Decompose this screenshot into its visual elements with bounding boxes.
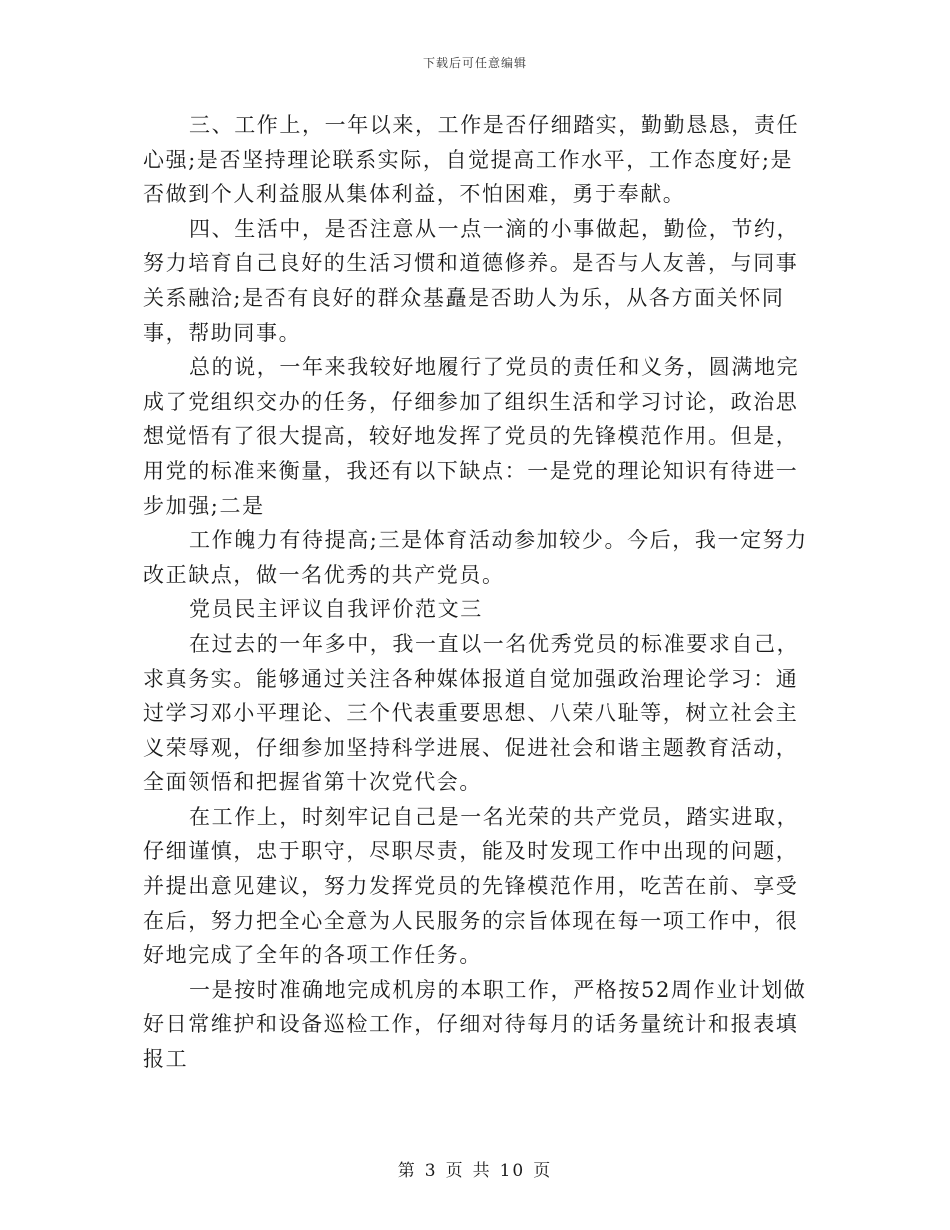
footer-total-prefix: 共	[472, 1161, 492, 1181]
footer-page-label: 页	[445, 1161, 465, 1181]
paragraph-past-year: 在过去的一年多中，我一直以一名优秀党员的标准要求自己，求真务实。能够通过关注各种媒体报道自觉加强政治理论学习：通过学习邓小平理论、三个代表重要思想、八荣八耻等，树立社会主义荣辱观，仔细参加坚持科学进展、促进社会和谐主题教育活动，全面领悟和把握省第十次党代会。	[143, 631, 800, 795]
paragraph-improvement: 工作魄力有待提高;三是体育活动参加较少。今后，我一定努力改正缺点，做一名优秀的共产党员。	[143, 528, 808, 587]
paragraph-at-work: 在工作上，时刻牢记自己是一名光荣的共产党员，踏实进取，仔细谨慎，忠于职守，尽职尽责，能及时发现工作中出现的问题，并提出意见建议，努力发挥党员的先锋模范作用，吃苦在前、享受在后，努力把全心全意为人民服务的宗旨体现在每一项工作中，很好地完成了全年的各项工作任务。	[143, 804, 800, 968]
document-body	[143, 108, 808, 1077]
paragraph-summary: 总的说，一年来我较好地履行了党员的责任和义务，圆满地完成了党组织交办的任务，仔细参加了组织生活和学习讨论，政治思想觉悟有了很大提高，较好地发挥了党员的先锋模范作用。但是，用党的标准来衡量，我还有以下缺点：一是党的理论知识有待进一步加强;二是	[143, 355, 800, 518]
section-heading: 党员民主评议自我评价范文三	[189, 597, 483, 622]
page-header: 下载后可任意编辑	[422, 56, 527, 70]
paragraph-work: 三、工作上，一年以来，工作是否仔细踏实，勤勤恳恳，责任心强;是否坚持理论联系实际，自觉提高工作水平，工作态度好;是否做到个人利益服从集体利益，不怕困难，勇于奉献。	[143, 113, 800, 207]
footer-prefix: 第	[397, 1161, 417, 1181]
page-footer	[0, 1156, 950, 1181]
footer-suffix: 页	[533, 1161, 553, 1181]
current-page-number: 3	[424, 1161, 438, 1181]
total-pages-number: 10	[499, 1161, 526, 1181]
paragraph-first-point: 一是按时准确地完成机房的本职工作，严格按52周作业计划做好日常维护和设备巡检工作，仔细对待每月的话务量统计和报表填报工	[143, 977, 807, 1072]
paragraph-life: 四、生活中，是否注意从一点一滴的小事做起，勤俭，节约，努力培育自己良好的生活习惯和道德修养。是否与人友善，与同事关系融洽;是否有良好的群众基矗是否助人为乐，从各方面关怀同事，帮助同事。	[143, 216, 800, 345]
